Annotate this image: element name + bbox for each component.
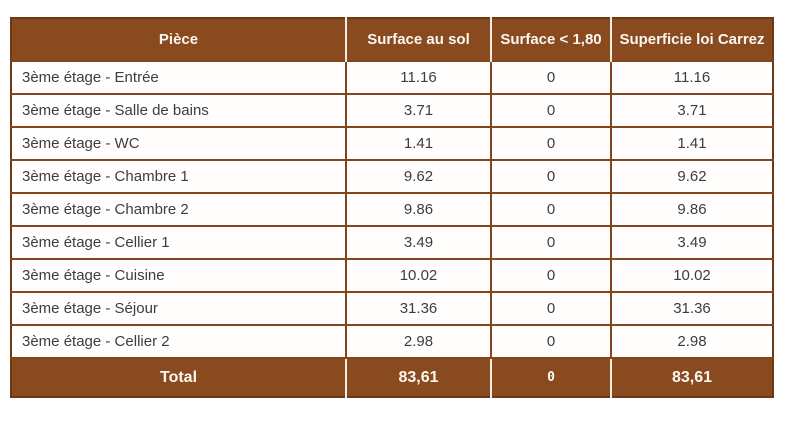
table-row (11, 292, 773, 325)
cell-surface-lt-180: 0 (491, 127, 611, 160)
total-label: Total (11, 358, 346, 397)
cell-surface-au-sol: 11.16 (346, 61, 491, 94)
cell-superficie-loi-carrez: 9.62 (611, 160, 773, 193)
cell-superficie-loi-carrez: 31.36 (611, 292, 773, 325)
cell-surface-au-sol: 9.86 (346, 193, 491, 226)
cell-superficie-loi-carrez: 3.49 (611, 226, 773, 259)
total-superficie-loi-carrez: 83,61 (611, 358, 773, 397)
cell-piece: 3ème étage - Chambre 2 (11, 193, 346, 226)
cell-surface-lt-180: 0 (491, 94, 611, 127)
table-row (11, 259, 773, 292)
table-row (11, 94, 773, 127)
cell-piece: 3ème étage - Séjour (11, 292, 346, 325)
cell-superficie-loi-carrez: 3.71 (611, 94, 773, 127)
cell-piece: 3ème étage - Chambre 1 (11, 160, 346, 193)
col-header-surface-lt-180: Surface < 1,80 (491, 18, 611, 61)
total-surface-au-sol: 83,61 (346, 358, 491, 397)
cell-piece: 3ème étage - WC (11, 127, 346, 160)
cell-superficie-loi-carrez: 9.86 (611, 193, 773, 226)
cell-surface-lt-180: 0 (491, 160, 611, 193)
table-row (11, 61, 773, 94)
cell-surface-au-sol: 1.41 (346, 127, 491, 160)
cell-superficie-loi-carrez: 2.98 (611, 325, 773, 358)
table-header-row (11, 18, 773, 61)
table-row (11, 160, 773, 193)
cell-superficie-loi-carrez: 10.02 (611, 259, 773, 292)
cell-surface-lt-180: 0 (491, 292, 611, 325)
carrez-measurement-table (10, 17, 774, 398)
cell-piece: 3ème étage - Cuisine (11, 259, 346, 292)
cell-surface-au-sol: 3.49 (346, 226, 491, 259)
cell-surface-au-sol: 2.98 (346, 325, 491, 358)
cell-piece: 3ème étage - Cellier 1 (11, 226, 346, 259)
table-row (11, 226, 773, 259)
table-row (11, 325, 773, 358)
cell-piece: 3ème étage - Entrée (11, 61, 346, 94)
cell-piece: 3ème étage - Cellier 2 (11, 325, 346, 358)
cell-superficie-loi-carrez: 11.16 (611, 61, 773, 94)
cell-surface-au-sol: 31.36 (346, 292, 491, 325)
table-total-row (11, 358, 773, 397)
cell-superficie-loi-carrez: 1.41 (611, 127, 773, 160)
total-surface-lt-180: 0 (491, 358, 611, 397)
table-row (11, 193, 773, 226)
cell-surface-lt-180: 0 (491, 61, 611, 94)
cell-surface-au-sol: 3.71 (346, 94, 491, 127)
cell-surface-lt-180: 0 (491, 193, 611, 226)
cell-surface-au-sol: 9.62 (346, 160, 491, 193)
cell-surface-lt-180: 0 (491, 226, 611, 259)
table-row (11, 127, 773, 160)
cell-surface-lt-180: 0 (491, 325, 611, 358)
cell-surface-au-sol: 10.02 (346, 259, 491, 292)
col-header-piece: Pièce (11, 18, 346, 61)
cell-piece: 3ème étage - Salle de bains (11, 94, 346, 127)
col-header-surface-au-sol: Surface au sol (346, 18, 491, 61)
cell-surface-lt-180: 0 (491, 259, 611, 292)
carrez-table-container (10, 17, 774, 398)
col-header-superficie-loi-carrez: Superficie loi Carrez (611, 18, 773, 61)
